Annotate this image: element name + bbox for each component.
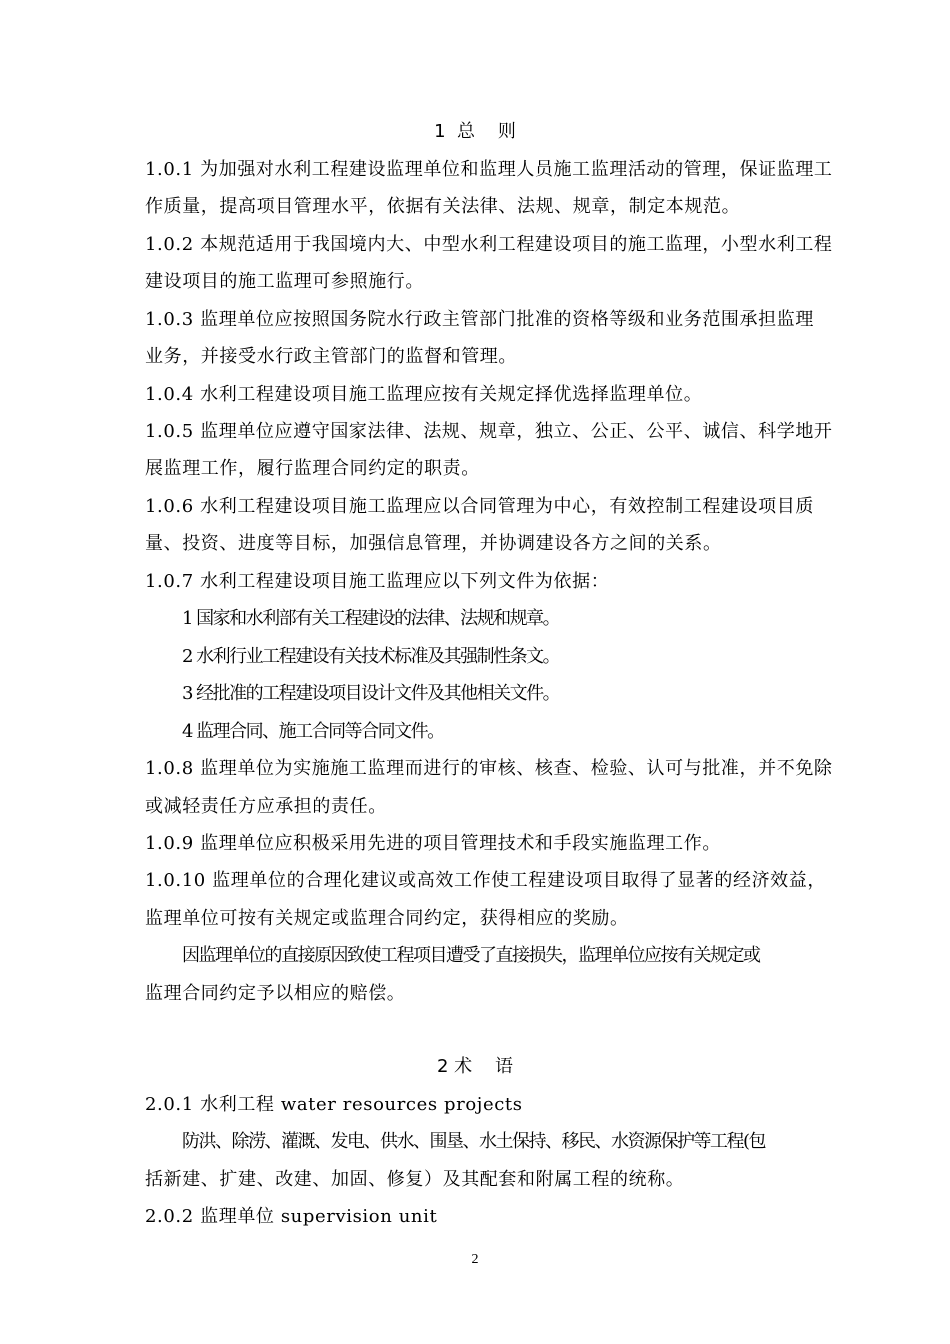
clause-1-0-8-line-1: 1.0.8 监理单位为实施施工监理而进行的审核、核查、检验、认可与批准，并不免除 <box>145 758 833 779</box>
clause-1-0-5-line-2: 展监理工作，履行监理合同约定的职责。 <box>145 458 480 479</box>
term-2-0-1-definition-line-2: 括新建、扩建、改建、加固、修复）及其配套和附属工程的统称。 <box>145 1169 685 1190</box>
clause-1-0-10-para-2-line-1: 因监理单位的直接原因致使工程项目遭受了直接损失，监理单位应按有关规定或 <box>182 945 760 966</box>
clause-1-0-1-line-2: 作质量，提高项目管理水平，依据有关法律、法规、规章，制定本规范。 <box>145 196 741 217</box>
clause-1-0-5-line-1: 1.0.5 监理单位应遵守国家法律、法规、规章，独立、公正、公平、诚信、科学地开 <box>145 421 833 442</box>
clause-1-0-3-line-1: 1.0.3 监理单位应按照国务院水行政主管部门批准的资格等级和业务范围承担监理 <box>145 309 814 330</box>
term-2-0-1: 2.0.1 水利工程 water resources projects <box>145 1094 523 1115</box>
clause-1-0-10-line-2: 监理单位可按有关规定或监理合同约定，获得相应的奖励。 <box>145 908 629 929</box>
term-2-0-1-definition-line-1: 防洪、除涝、灌溉、发电、供水、围垦、水土保持、移民、水资源保护等工程(包 <box>182 1131 766 1152</box>
clause-1-0-10-para-2-line-2: 监理合同约定予以相应的赔偿。 <box>145 983 406 1004</box>
clause-1-0-2-line-1: 1.0.2 本规范适用于我国境内大、中型水利工程建设项目的施工监理，小型水利工程 <box>145 234 833 255</box>
clause-1-0-6-line-1: 1.0.6 水利工程建设项目施工监理应以合同管理为中心，有效控制工程建设项目质 <box>145 496 814 517</box>
page-number: 2 <box>471 1252 479 1267</box>
clause-1-0-7-item-1: 1 国家和水利部有关工程建设的法律、法规和规章。 <box>182 608 560 629</box>
clause-1-0-4: 1.0.4 水利工程建设项目施工监理应按有关规定择优选择监理单位。 <box>145 384 703 405</box>
clause-1-0-7-item-2: 2 水利行业工程建设有关技术标准及其强制性条文。 <box>182 646 560 667</box>
term-2-0-2: 2.0.2 监理单位 supervision unit <box>145 1206 438 1227</box>
clause-1-0-7-item-4: 4 监理合同、施工合同等合同文件。 <box>182 721 444 742</box>
section-2-heading: 2 术 语 <box>436 1056 514 1077</box>
clause-1-0-8-line-2: 或减轻责任方应承担的责任。 <box>145 796 387 817</box>
clause-1-0-2-line-2: 建设项目的施工监理可参照施行。 <box>145 271 424 292</box>
clause-1-0-7-item-3: 3 经批准的工程建设项目设计文件及其他相关文件。 <box>182 683 560 704</box>
clause-1-0-9: 1.0.9 监理单位应积极采用先进的项目管理技术和手段实施监理工作。 <box>145 833 721 854</box>
section-1-heading: 1 总 则 <box>434 121 516 142</box>
clause-1-0-1-line-1: 1.0.1 为加强对水利工程建设监理单位和监理人员施工监理活动的管理，保证监理工 <box>145 159 833 180</box>
clause-1-0-10-line-1: 1.0.10 监理单位的合理化建议或高效工作使工程建设项目取得了显著的经济效益， <box>145 870 826 891</box>
clause-1-0-3-line-2: 业务，并接受水行政主管部门的监督和管理。 <box>145 346 517 367</box>
clause-1-0-7: 1.0.7 水利工程建设项目施工监理应以下列文件为依据： <box>145 571 610 592</box>
clause-1-0-6-line-2: 量、投资、进度等目标，加强信息管理，并协调建设各方之间的关系。 <box>145 533 722 554</box>
